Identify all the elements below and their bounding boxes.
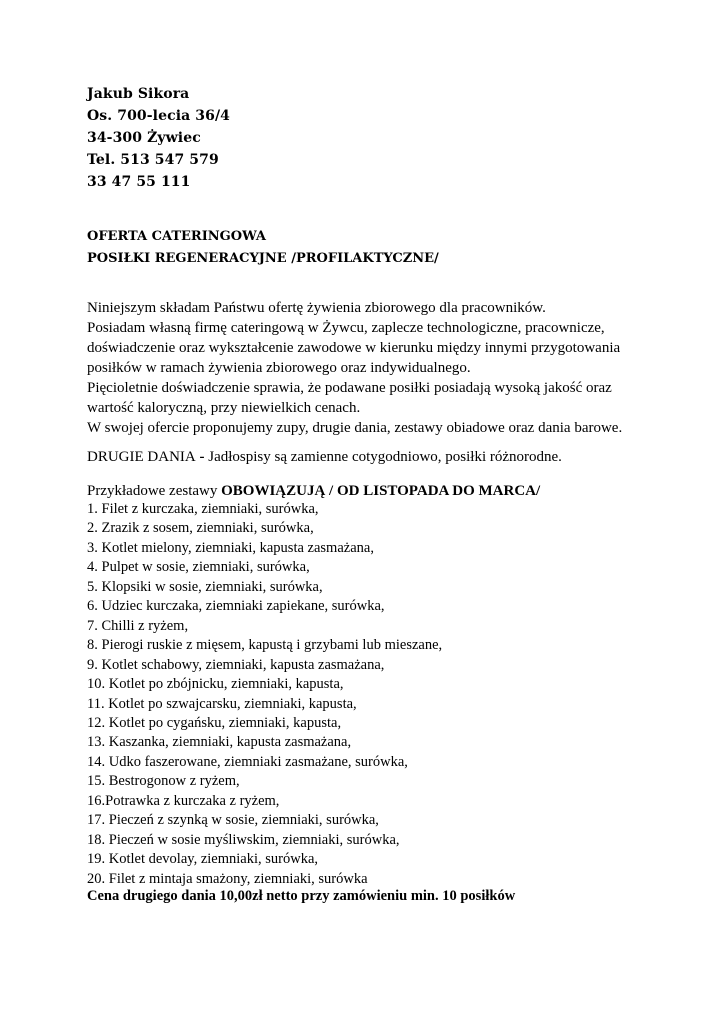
menu-item: 1. Filet z kurczaka, ziemniaki, surówka, [87, 501, 319, 517]
intro-line: posiłków w ramach żywienia zbiorowego oraz indywidualnego. [87, 360, 471, 376]
sets-validity: OBOWIĄZUJĄ / OD LISTOPADA DO MARCA/ [221, 483, 541, 499]
menu-item: 16.Potrawka z kurczaka z ryżem, [87, 792, 280, 809]
main-courses-note [87, 447, 562, 467]
menu-item: 18. Pieczeń w sosie myśliwskim, ziemniaki, surówka, [87, 831, 400, 848]
price-note: Cena drugiego dania 10,00zł netto przy zamówieniu min. 10 posiłków [87, 888, 516, 904]
contact-block [87, 83, 230, 193]
menu-item: 14. Udko faszerowane, ziemniaki zasmażane, surówka, [87, 753, 408, 770]
main-courses-label: DRUGIE DANIA [87, 449, 196, 465]
main-courses-dash: - [195, 449, 209, 465]
contact-name: Jakub Sikora [87, 86, 190, 102]
intro-line: wartość kaloryczną, przy niewielkich cenach. [87, 400, 361, 416]
menu-item: 9. Kotlet schabowy, ziemniaki, kapusta zasmażana, [87, 656, 385, 673]
menu-item: 6. Udziec kurczaka, ziemniaki zapiekane, surówka, [87, 598, 385, 615]
menu-item: 20. Filet z mintaja smażony, ziemniaki, surówka [87, 870, 368, 887]
intro-line: Posiadam własną firmę cateringową w Żywcu, zaplecze technologiczne, pracownicze, [87, 320, 605, 336]
contact-phone-secondary: 33 47 55 111 [87, 174, 191, 190]
offer-title: OFERTA CATERINGOWA [87, 229, 266, 244]
contact-street: Os. 700-lecia 36/4 [87, 108, 231, 124]
sets-intro: Przykładowe zestawy [87, 483, 222, 499]
contact-phone: Tel. 513 547 579 [87, 152, 219, 168]
menu-item: 10. Kotlet po zbójnicku, ziemniaki, kapusta, [87, 676, 344, 693]
menu-item: 5. Klopsiki w sosie, ziemniaki, surówka, [87, 578, 323, 595]
menu-item: 2. Zrazik z sosem, ziemniaki, surówka, [87, 520, 314, 537]
intro-line: doświadczenie oraz wykształcenie zawodowe w kierunku między innymi przygotowania [87, 340, 621, 356]
intro-line: W swojej ofercie proponujemy zupy, drugie dania, zestawy obiadowe oraz dania barowe. [87, 420, 623, 436]
sets-header [87, 481, 540, 501]
menu-item: 4. Pulpet w sosie, ziemniaki, surówka, [87, 559, 310, 576]
menu-item: 3. Kotlet mielony, ziemniaki, kapusta zasmażana, [87, 539, 374, 556]
intro-paragraph [87, 298, 687, 438]
intro-line: Niniejszym składam Państwu ofertę żywienia zbiorowego dla pracowników. [87, 300, 546, 316]
menu-item: 11. Kotlet po szwajcarsku, ziemniaki, kapusta, [87, 695, 357, 712]
menu-item: 15. Bestrogonow z ryżem, [87, 773, 240, 790]
offer-subtitle: POSIŁKI REGENERACYJNE /PROFILAKTYCZNE/ [87, 251, 439, 266]
contact-city: 34-300 Żywiec [87, 130, 201, 146]
menu-item: 13. Kaszanka, ziemniaki, kapusta zasmażana, [87, 734, 352, 751]
main-courses-text: Jadłospisy są zamienne cotygodniowo, posiłki różnorodne. [208, 449, 562, 465]
offer-heading [87, 226, 439, 270]
menu-item: 19. Kotlet devolay, ziemniaki, surówka, [87, 851, 319, 868]
menu-item: 8. Pierogi ruskie z mięsem, kapustą i grzybami lub mieszane, [87, 637, 443, 654]
menu-item: 7. Chilli z ryżem, [87, 617, 189, 634]
menu-list [87, 500, 442, 889]
intro-line: Pięcioletnie doświadczenie sprawia, że podawane posiłki posiadają wysoką jakość oraz [87, 380, 612, 396]
menu-item: 12. Kotlet po cygańsku, ziemniaki, kapusta, [87, 714, 342, 731]
menu-item: 17. Pieczeń z szynką w sosie, ziemniaki, surówka, [87, 812, 379, 829]
